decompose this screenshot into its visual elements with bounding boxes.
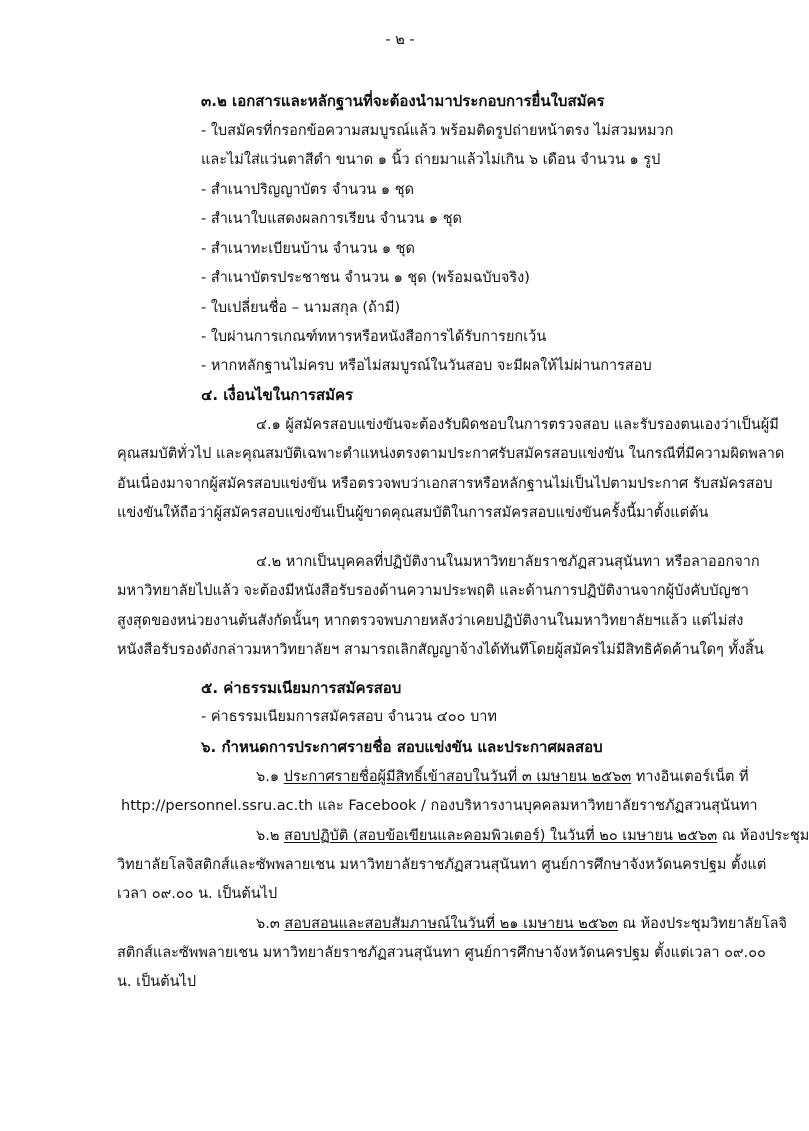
list-item: - ใบสมัครที่กรอกข้อความสมบูรณ์แล้ว พร้อมติดรูปถ่ายหน้าตรง ไม่สวมหมวก: [201, 123, 674, 139]
paragraph-line: คุณสมบัติทั่วไป และคุณสมบัติเฉพาะตำแหน่งตรงตามประกาศรับสมัครสอบแข่งขัน ในกรณีที่มีความผิดพลาด: [117, 446, 785, 462]
paragraph-line: ๔.๒ หากเป็นบุคคลที่ปฏิบัติงานในมหาวิทยาลัยราชภัฏสวนสุนันทา หรือลาออกจาก: [256, 554, 760, 570]
section-heading: ๔. เงื่อนไขในการสมัคร: [201, 386, 354, 404]
paragraph-line: ๔.๑ ผู้สมัครสอบแข่งขันจะต้องรับผิดชอบในการตรวจสอบ และรับรองตนเองว่าเป็นผู้มี: [256, 417, 779, 433]
text: ณ ห้องประชุมวิทยาลัยโลจิ: [617, 916, 788, 932]
list-item: - สำเนาปริญญาบัตร จำนวน ๑ ชุด: [201, 182, 414, 198]
list-item: และไม่ใส่แว่นตาสีดำ ขนาด ๑ นิ้ว ถ่ายมาแล้วไม่เกิน ๖ เดือน จำนวน ๑ รูป: [201, 152, 661, 168]
text: ทางอินเตอร์เน็ต ที่: [631, 769, 749, 785]
paragraph-line: [256, 826, 809, 846]
item-number: ๖.๓: [256, 916, 285, 932]
paragraph-line: น. เป็นต้นไป: [117, 974, 197, 990]
list-item: - หากหลักฐานไม่ครบ หรือไม่สมบูรณ์ในวันสอบ จะมีผลให้ไม่ผ่านการสอบ: [201, 358, 652, 374]
section-heading: ๖. กำหนดการประกาศรายชื่อ สอบแข่งขัน และประกาศผลสอบ: [201, 738, 603, 756]
paragraph-line: http://personnel.ssru.ac.th และ Facebook / กองบริหารงานบุคคลมหาวิทยาลัยราชภัฏสวนสุนันทา: [121, 798, 758, 814]
underlined-date-text: ประกาศรายชื่อผู้มีสิทธิ์เข้าสอบในวันที่ ๓ เมษายน ๒๕๖๓: [283, 769, 632, 785]
paragraph-line: อันเนื่องมาจากผู้สมัครสอบแข่งขัน หรือตรวจพบว่าเอกสารหรือหลักฐานไม่เป็นไปตามประกาศ รับสมัครสอบ: [117, 476, 773, 492]
paragraph-line: วิทยาลัยโลจิสติกส์และซัพพลายเชน มหาวิทยาลัยราชภัฏสวนสุนันทา ศูนย์การศึกษาจังหวัดนครปฐม ตั้งแต่: [117, 857, 767, 873]
paragraph-line: มหาวิทยาลัยไปแล้ว จะต้องมีหนังสือรับรองด้านความประพฤติ และด้านการปฏิบัติงานจากผู้บังคับบัญชา: [117, 583, 749, 599]
item-number: ๖.๒: [256, 828, 284, 844]
section-heading: ๓.๒ เอกสารและหลักฐานที่จะต้องนำมาประกอบการยื่นใบสมัคร: [201, 92, 605, 110]
paragraph-line: แข่งขันให้ถือว่าผู้สมัครสอบแข่งขันเป็นผู้ขาดคุณสมบัติในการสมัครสอบแข่งขันครั้งนี้มาตั้งแต่ต้น: [117, 505, 709, 521]
paragraph-line: [256, 767, 749, 787]
underlined-date-text: สอบสอนและสอบสัมภาษณ์ในวันที่ ๒๑ เมษายน ๒๕๖๓: [284, 916, 618, 932]
list-item: - สำเนาใบแสดงผลการเรียน จำนวน ๑ ชุด: [201, 211, 462, 227]
list-item: - ค่าธรรมเนียมการสมัครสอบ จำนวน ๔๐๐ บาท: [201, 709, 497, 725]
paragraph-line: สูงสุดของหน่วยงานต้นสังกัดนั้นๆ หากตรวจพบภายหลังว่าเคยปฏิบัติงานในมหาวิทยาลัยฯแล้ว แต่ไม่ส่ง: [117, 613, 744, 629]
paragraph-line: สติกส์และซัพพลายเชน มหาวิทยาลัยราชภัฏสวนสุนันทา ศูนย์การศึกษาจังหวัดนครปฐม ตั้งแต่เวลา ๐๙.๐๐: [117, 945, 766, 961]
page-number: - ๒ -: [385, 32, 415, 48]
section-heading: ๕. ค่าธรรมเนียมการสมัครสอบ: [201, 679, 402, 697]
list-item: - ใบผ่านการเกณฑ์ทหารหรือหนังสือการได้รับการยกเว้น: [201, 329, 547, 345]
list-item: - สำเนาทะเบียนบ้าน จำนวน ๑ ชุด: [201, 241, 415, 257]
text: ณ ห้องประชุม: [717, 828, 809, 844]
underlined-date-text: สอบปฏิบัติ (สอบข้อเขียนและคอมพิวเตอร์) ในวันที่ ๒๐ เมษายน ๒๕๖๓: [283, 828, 718, 844]
list-item: - ใบเปลี่ยนชื่อ – นามสกุล (ถ้ามี): [201, 300, 401, 316]
item-number: ๖.๑: [256, 769, 284, 785]
list-item: - สำเนาบัตรประชาชน จำนวน ๑ ชุด (พร้อมฉบับจริง): [201, 270, 530, 286]
paragraph-line: [256, 914, 787, 934]
paragraph-line: หนังสือรับรองดังกล่าวมหาวิทยาลัยฯ สามารถเลิกสัญญาจ้างได้ทันทีโดยผู้สมัครไม่มีสิทธิคัดค้านใดๆ ทั้งสิ้น: [117, 642, 764, 658]
paragraph-line: เวลา ๐๙.๐๐ น. เป็นต้นไป: [117, 886, 278, 902]
